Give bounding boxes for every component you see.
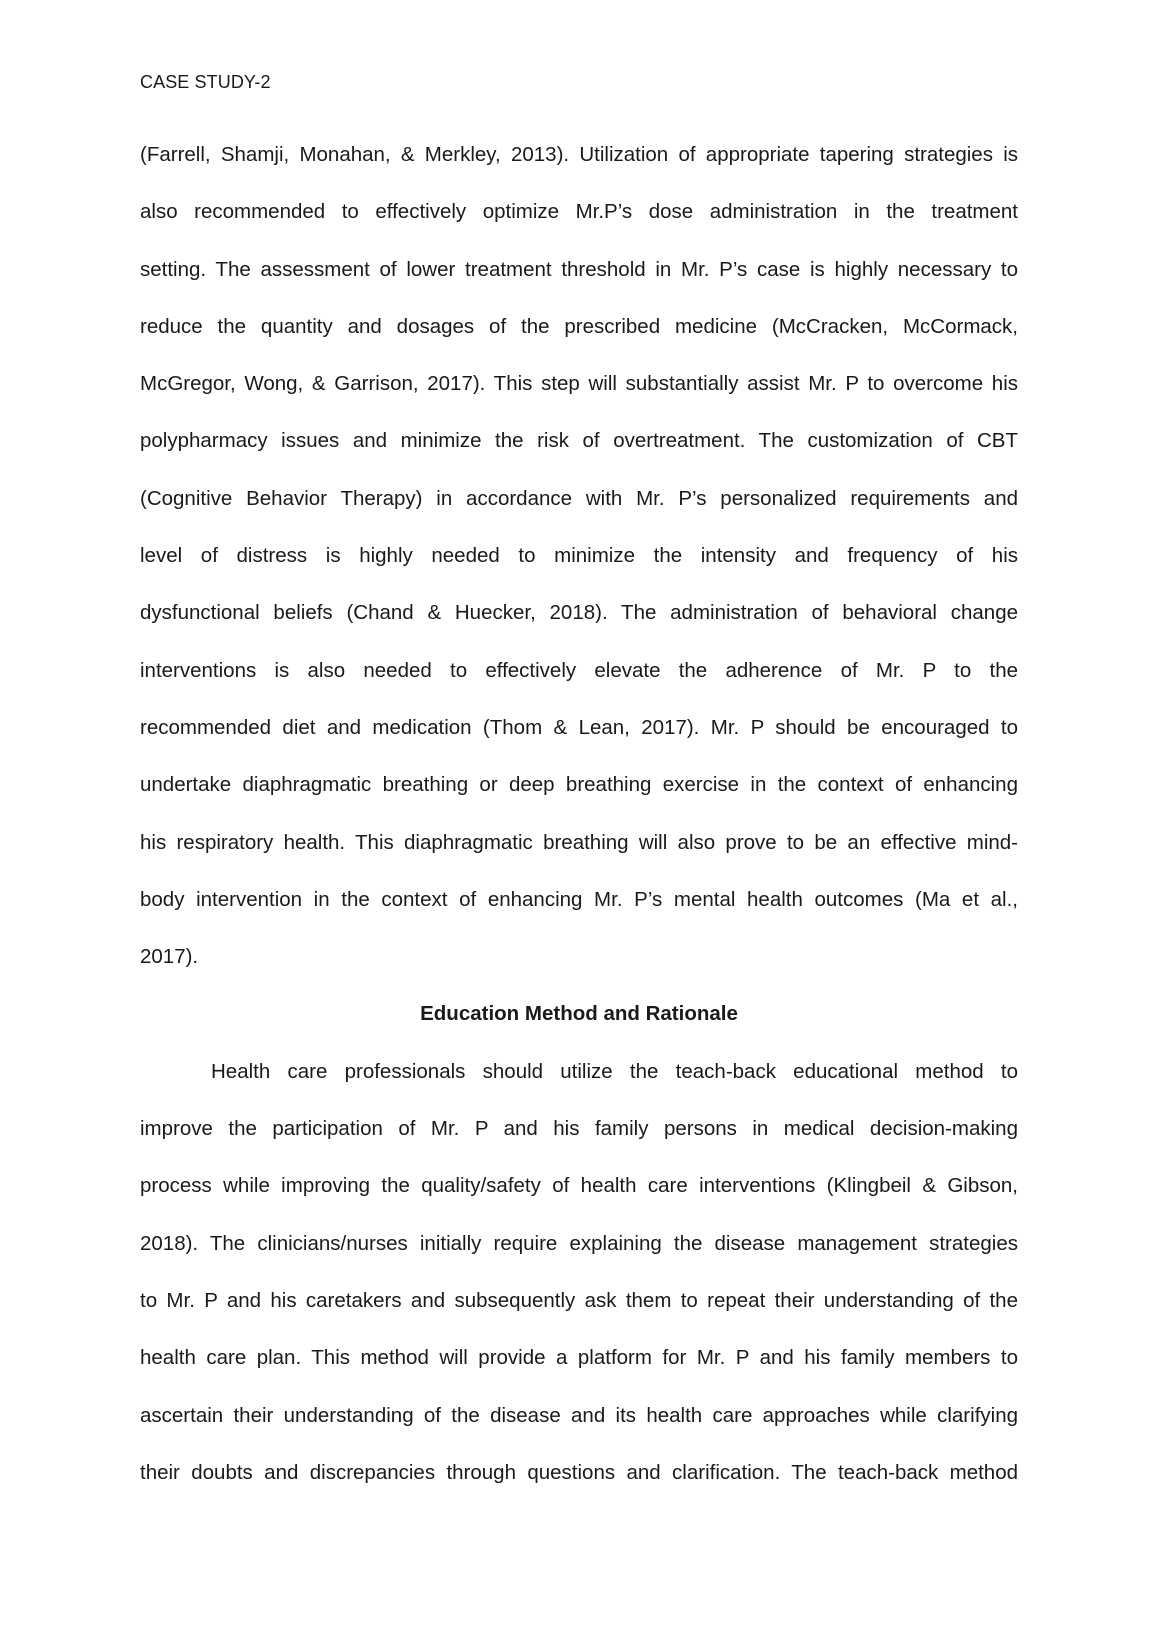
running-head: CASE STUDY-2 xyxy=(140,72,271,92)
paragraph-line: to Mr. P and his caretakers and subsequently ask them to repeat their understanding of the xyxy=(140,1288,1018,1312)
paragraph-line: interventions is also needed to effectively elevate the adherence of Mr. P to the xyxy=(140,658,1018,682)
paragraph-line: health care plan. This method will provide a platform for Mr. P and his family members to xyxy=(140,1346,1018,1370)
paragraph-line: dysfunctional beliefs (Chand & Huecker, 2018). The administration of behavioral change xyxy=(140,601,1018,625)
paragraph-line: (Cognitive Behavior Therapy) in accordance with Mr. P’s personalized requirements and xyxy=(140,486,1018,510)
paragraph-line: 2017). xyxy=(140,945,199,969)
section-heading: Education Method and Rationale xyxy=(420,1002,738,1026)
paragraph-line: their doubts and discrepancies through questions and clarification. The teach-back method xyxy=(140,1460,1018,1484)
paragraph-line: also recommended to effectively optimize Mr.P’s dose administration in the treatment xyxy=(140,200,1018,224)
paragraph-line: ascertain their understanding of the disease and its health care approaches while clarifying xyxy=(140,1403,1018,1427)
body-text xyxy=(140,126,1018,1501)
paragraph-line: (Farrell, Shamji, Monahan, & Merkley, 2013). Utilization of appropriate tapering strategies is xyxy=(140,143,1018,166)
paragraph-line: setting. The assessment of lower treatment threshold in Mr. P’s case is highly necessary to xyxy=(140,257,1018,281)
paragraph-2 xyxy=(140,1043,1018,1501)
paragraph-line: undertake diaphragmatic breathing or deep breathing exercise in the context of enhancing xyxy=(140,773,1018,797)
paragraph-line: body intervention in the context of enhancing Mr. P’s mental health outcomes (Ma et al., xyxy=(140,887,1018,911)
paragraph-line: process while improving the quality/safety of health care interventions (Klingbeil & Gibson, xyxy=(140,1174,1018,1198)
paragraph-line: level of distress is highly needed to minimize the intensity and frequency of his xyxy=(140,544,1018,568)
paragraph-line: McGregor, Wong, & Garrison, 2017). This step will substantially assist Mr. P to overcome his xyxy=(140,372,1018,396)
paragraph-line: recommended diet and medication (Thom & Lean, 2017). Mr. P should be encouraged to xyxy=(140,715,1018,739)
paragraph-line: his respiratory health. This diaphragmatic breathing will also prove to be an effective mind- xyxy=(140,830,1018,854)
paragraph-line: polypharmacy issues and minimize the risk of overtreatment. The customization of CBT xyxy=(140,429,1018,453)
paragraph-line: improve the participation of Mr. P and his family persons in medical decision-making xyxy=(140,1117,1018,1141)
paragraph-line: Health care professionals should utilize the teach-back educational method to xyxy=(211,1059,1018,1083)
paragraph-1 xyxy=(140,126,1018,985)
paragraph-line: reduce the quantity and dosages of the prescribed medicine (McCracken, McCormack, xyxy=(140,314,1018,338)
paragraph-line: 2018). The clinicians/nurses initially require explaining the disease management strategies xyxy=(140,1231,1018,1255)
